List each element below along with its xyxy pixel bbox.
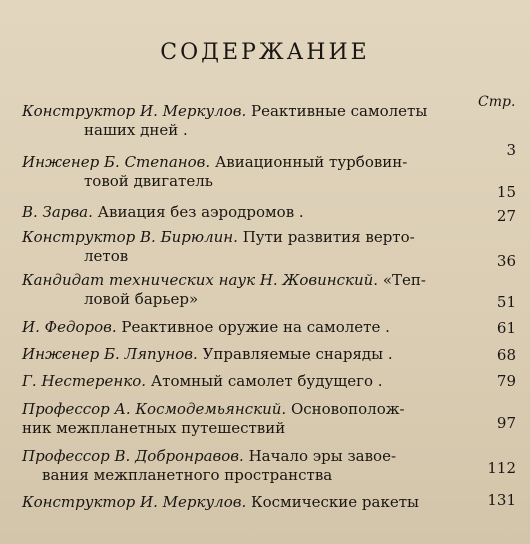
toc-title: Авиация без аэродромов . bbox=[92, 203, 304, 221]
page-column-header: Стр. bbox=[478, 94, 516, 110]
toc-title: Атомный самолет будущего . bbox=[146, 372, 383, 390]
toc-entry bbox=[22, 203, 462, 222]
toc-page-number: 51 bbox=[496, 293, 516, 311]
toc-page-number: 68 bbox=[496, 346, 516, 364]
toc-entry bbox=[22, 228, 462, 266]
toc-author: Профессор А. Космодемьянский. bbox=[22, 400, 287, 418]
toc-author: Инженер Б. Ляпунов. bbox=[22, 345, 198, 363]
toc-title-cont: летов bbox=[84, 247, 129, 265]
toc-page-number: 97 bbox=[496, 414, 516, 432]
toc-page-number: 131 bbox=[487, 491, 516, 509]
toc-title: Космические ракеты bbox=[246, 493, 419, 511]
toc-entry bbox=[22, 271, 462, 309]
toc-page-number: 112 bbox=[487, 459, 516, 477]
toc-page-number: 27 bbox=[496, 207, 516, 225]
toc-entry bbox=[22, 447, 462, 485]
toc-page-number: 61 bbox=[496, 319, 516, 337]
page-title: СОДЕРЖАНИЕ bbox=[160, 40, 370, 65]
toc-entry bbox=[22, 493, 462, 512]
toc-author: Кандидат технических наук Н. Жовинский. bbox=[22, 271, 379, 289]
toc-title: Реактивное оружие на самолете . bbox=[116, 318, 390, 336]
toc-author: В. Зарва. bbox=[22, 203, 93, 221]
toc-title-cont: вания межпланетного пространства bbox=[42, 466, 333, 484]
toc-title: Управляемые снаряды . bbox=[197, 345, 393, 363]
toc-page-number: 3 bbox=[506, 141, 516, 159]
toc-entry bbox=[22, 102, 462, 140]
toc-title: «Теп- bbox=[378, 271, 426, 289]
toc-author: Инженер Б. Степанов. bbox=[22, 153, 211, 171]
toc-title-cont: наших дней . bbox=[84, 121, 188, 139]
toc-title: Пути развития верто- bbox=[237, 228, 415, 246]
toc-entry bbox=[22, 318, 462, 337]
toc-entry bbox=[22, 153, 462, 191]
toc-title: Авиационный турбовин- bbox=[210, 153, 408, 171]
toc-entry bbox=[22, 400, 462, 438]
toc-title-cont: ник межпланетных путешествий bbox=[22, 419, 286, 437]
toc-entry bbox=[22, 372, 462, 391]
toc-author: Конструктор В. Бирюлин. bbox=[22, 228, 238, 246]
toc-page-number: 15 bbox=[496, 183, 516, 201]
toc-author: Г. Нестеренко. bbox=[22, 372, 147, 390]
toc-author: Конструктор И. Меркулов. bbox=[22, 493, 247, 511]
toc-page-number: 79 bbox=[496, 372, 516, 390]
toc-author: Конструктор И. Меркулов. bbox=[22, 102, 247, 120]
toc-title: Начало эры завое- bbox=[243, 447, 397, 465]
toc-author: Профессор В. Добронравов. bbox=[22, 447, 244, 465]
toc-entry bbox=[22, 345, 462, 364]
toc-page-number: 36 bbox=[496, 252, 516, 270]
toc-title-cont: ловой барьер» bbox=[84, 290, 199, 308]
toc-title: Реактивные самолеты bbox=[246, 102, 428, 120]
toc-author: И. Федоров. bbox=[22, 318, 117, 336]
toc-title: Основополож- bbox=[286, 400, 405, 418]
toc-title-cont: товой двигатель bbox=[84, 172, 213, 190]
